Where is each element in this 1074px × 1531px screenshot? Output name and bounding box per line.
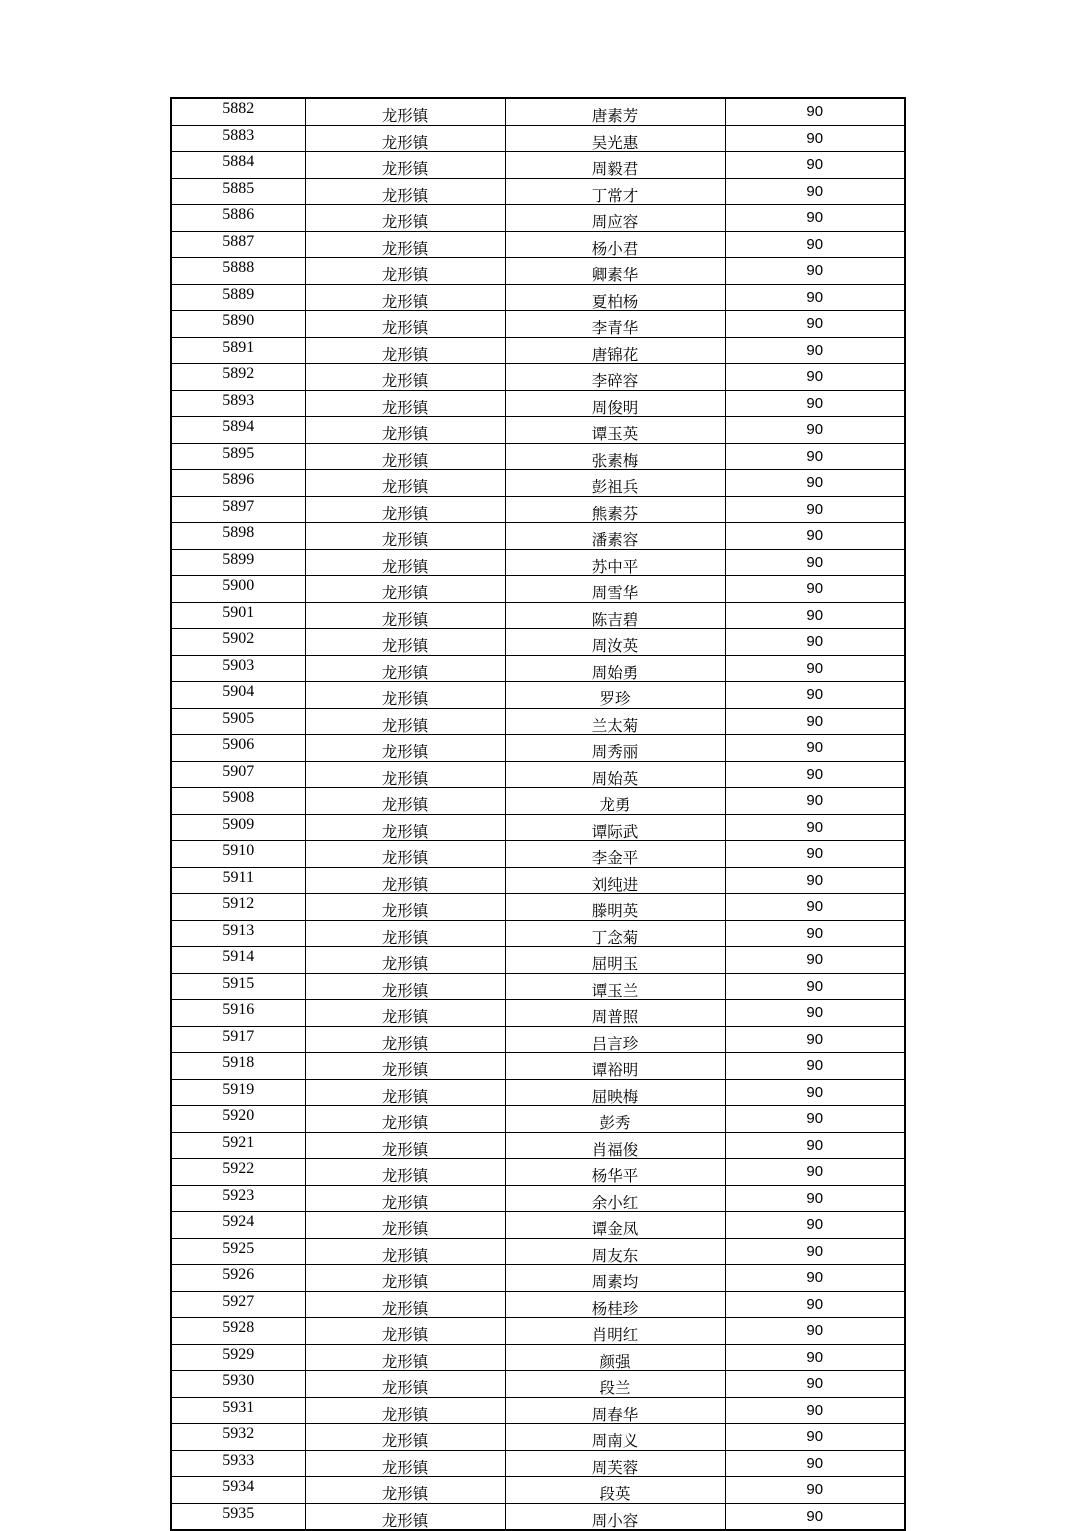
amount-cell: 90	[725, 1450, 905, 1477]
table-row	[171, 1132, 905, 1159]
amount-cell: 90	[725, 1265, 905, 1292]
row-id-cell: 5926	[171, 1265, 305, 1292]
town-cell: 龙形镇	[305, 496, 505, 523]
table-row	[171, 1079, 905, 1106]
amount-cell: 90	[725, 284, 905, 311]
amount-cell: 90	[725, 735, 905, 762]
table-row	[171, 682, 905, 709]
town-cell: 龙形镇	[305, 417, 505, 444]
row-id-cell: 5915	[171, 973, 305, 1000]
person-name-cell: 周毅君	[505, 152, 725, 179]
town-cell: 龙形镇	[305, 1238, 505, 1265]
person-name-cell: 余小红	[505, 1185, 725, 1212]
amount-cell: 90	[725, 867, 905, 894]
town-cell: 龙形镇	[305, 867, 505, 894]
table-row	[171, 602, 905, 629]
amount-cell: 90	[725, 1132, 905, 1159]
town-cell: 龙形镇	[305, 788, 505, 815]
row-id-cell: 5905	[171, 708, 305, 735]
table-row	[171, 98, 905, 125]
person-name-cell: 周小容	[505, 1503, 725, 1530]
table-row	[171, 311, 905, 338]
person-name-cell: 周应容	[505, 205, 725, 232]
town-cell: 龙形镇	[305, 231, 505, 258]
person-name-cell: 周始英	[505, 761, 725, 788]
amount-cell: 90	[725, 1026, 905, 1053]
person-name-cell: 屈明玉	[505, 947, 725, 974]
person-name-cell: 龙勇	[505, 788, 725, 815]
amount-cell: 90	[725, 470, 905, 497]
amount-cell: 90	[725, 1212, 905, 1239]
town-cell: 龙形镇	[305, 1079, 505, 1106]
table-row	[171, 655, 905, 682]
person-name-cell: 丁常才	[505, 178, 725, 205]
row-id-cell: 5935	[171, 1503, 305, 1530]
table-row	[171, 1477, 905, 1504]
amount-cell: 90	[725, 258, 905, 285]
person-name-cell: 唐素芳	[505, 98, 725, 125]
table-row	[171, 788, 905, 815]
town-cell: 龙形镇	[305, 390, 505, 417]
town-cell: 龙形镇	[305, 1424, 505, 1451]
table-row	[171, 1371, 905, 1398]
town-cell: 龙形镇	[305, 576, 505, 603]
amount-cell: 90	[725, 417, 905, 444]
town-cell: 龙形镇	[305, 947, 505, 974]
amount-cell: 90	[725, 788, 905, 815]
town-cell: 龙形镇	[305, 337, 505, 364]
amount-cell: 90	[725, 443, 905, 470]
amount-cell: 90	[725, 205, 905, 232]
town-cell: 龙形镇	[305, 1106, 505, 1133]
town-cell: 龙形镇	[305, 1503, 505, 1530]
table-row	[171, 1503, 905, 1530]
amount-cell: 90	[725, 576, 905, 603]
table-row	[171, 920, 905, 947]
amount-cell: 90	[725, 523, 905, 550]
row-id-cell: 5901	[171, 602, 305, 629]
amount-cell: 90	[725, 629, 905, 656]
town-cell: 龙形镇	[305, 708, 505, 735]
roster-table	[170, 97, 906, 1531]
amount-cell: 90	[725, 311, 905, 338]
row-id-cell: 5900	[171, 576, 305, 603]
town-cell: 龙形镇	[305, 629, 505, 656]
row-id-cell: 5899	[171, 549, 305, 576]
table-row	[171, 1185, 905, 1212]
row-id-cell: 5891	[171, 337, 305, 364]
row-id-cell: 5930	[171, 1371, 305, 1398]
town-cell: 龙形镇	[305, 470, 505, 497]
row-id-cell: 5906	[171, 735, 305, 762]
town-cell: 龙形镇	[305, 1291, 505, 1318]
row-id-cell: 5897	[171, 496, 305, 523]
table-row	[171, 1424, 905, 1451]
table-row	[171, 1000, 905, 1027]
amount-cell: 90	[725, 1053, 905, 1080]
row-id-cell: 5889	[171, 284, 305, 311]
amount-cell: 90	[725, 602, 905, 629]
amount-cell: 90	[725, 1079, 905, 1106]
row-id-cell: 5898	[171, 523, 305, 550]
table-row	[171, 814, 905, 841]
table-row	[171, 125, 905, 152]
person-name-cell: 周雪华	[505, 576, 725, 603]
person-name-cell: 谭裕明	[505, 1053, 725, 1080]
row-id-cell: 5921	[171, 1132, 305, 1159]
town-cell: 龙形镇	[305, 125, 505, 152]
amount-cell: 90	[725, 1477, 905, 1504]
amount-cell: 90	[725, 1159, 905, 1186]
town-cell: 龙形镇	[305, 1132, 505, 1159]
person-name-cell: 夏柏杨	[505, 284, 725, 311]
table-row	[171, 284, 905, 311]
table-row	[171, 973, 905, 1000]
amount-cell: 90	[725, 337, 905, 364]
table-row	[171, 576, 905, 603]
table-row	[171, 417, 905, 444]
town-cell: 龙形镇	[305, 1318, 505, 1345]
person-name-cell: 潘素容	[505, 523, 725, 550]
table-row	[171, 1397, 905, 1424]
table-row	[171, 1238, 905, 1265]
person-name-cell: 彭祖兵	[505, 470, 725, 497]
amount-cell: 90	[725, 1000, 905, 1027]
amount-cell: 90	[725, 1106, 905, 1133]
row-id-cell: 5922	[171, 1159, 305, 1186]
row-id-cell: 5927	[171, 1291, 305, 1318]
row-id-cell: 5920	[171, 1106, 305, 1133]
amount-cell: 90	[725, 1291, 905, 1318]
table-row	[171, 523, 905, 550]
town-cell: 龙形镇	[305, 894, 505, 921]
town-cell: 龙形镇	[305, 152, 505, 179]
person-name-cell: 张素梅	[505, 443, 725, 470]
person-name-cell: 屈映梅	[505, 1079, 725, 1106]
row-id-cell: 5911	[171, 867, 305, 894]
amount-cell: 90	[725, 841, 905, 868]
table-row	[171, 1159, 905, 1186]
town-cell: 龙形镇	[305, 1000, 505, 1027]
row-id-cell: 5893	[171, 390, 305, 417]
row-id-cell: 5886	[171, 205, 305, 232]
town-cell: 龙形镇	[305, 284, 505, 311]
person-name-cell: 刘纯进	[505, 867, 725, 894]
row-id-cell: 5934	[171, 1477, 305, 1504]
town-cell: 龙形镇	[305, 920, 505, 947]
person-name-cell: 唐锦花	[505, 337, 725, 364]
row-id-cell: 5907	[171, 761, 305, 788]
person-name-cell: 熊素芬	[505, 496, 725, 523]
row-id-cell: 5932	[171, 1424, 305, 1451]
amount-cell: 90	[725, 364, 905, 391]
row-id-cell: 5903	[171, 655, 305, 682]
row-id-cell: 5888	[171, 258, 305, 285]
amount-cell: 90	[725, 761, 905, 788]
amount-cell: 90	[725, 1318, 905, 1345]
table-row	[171, 735, 905, 762]
person-name-cell: 周素均	[505, 1265, 725, 1292]
row-id-cell: 5884	[171, 152, 305, 179]
amount-cell: 90	[725, 231, 905, 258]
row-id-cell: 5902	[171, 629, 305, 656]
town-cell: 龙形镇	[305, 1026, 505, 1053]
amount-cell: 90	[725, 947, 905, 974]
row-id-cell: 5909	[171, 814, 305, 841]
person-name-cell: 苏中平	[505, 549, 725, 576]
person-name-cell: 段兰	[505, 1371, 725, 1398]
table-row	[171, 1318, 905, 1345]
town-cell: 龙形镇	[305, 1185, 505, 1212]
row-id-cell: 5895	[171, 443, 305, 470]
table-row	[171, 1265, 905, 1292]
row-id-cell: 5882	[171, 98, 305, 125]
table-row	[171, 390, 905, 417]
row-id-cell: 5883	[171, 125, 305, 152]
table-row	[171, 947, 905, 974]
person-name-cell: 丁念菊	[505, 920, 725, 947]
person-name-cell: 杨桂珍	[505, 1291, 725, 1318]
row-id-cell: 5910	[171, 841, 305, 868]
person-name-cell: 杨华平	[505, 1159, 725, 1186]
table-row	[171, 178, 905, 205]
person-name-cell: 周友东	[505, 1238, 725, 1265]
town-cell: 龙形镇	[305, 1450, 505, 1477]
row-id-cell: 5923	[171, 1185, 305, 1212]
town-cell: 龙形镇	[305, 1344, 505, 1371]
amount-cell: 90	[725, 1344, 905, 1371]
table-row	[171, 549, 905, 576]
person-name-cell: 谭际武	[505, 814, 725, 841]
amount-cell: 90	[725, 496, 905, 523]
row-id-cell: 5928	[171, 1318, 305, 1345]
amount-cell: 90	[725, 894, 905, 921]
table-row	[171, 364, 905, 391]
town-cell: 龙形镇	[305, 1212, 505, 1239]
row-id-cell: 5914	[171, 947, 305, 974]
table-row	[171, 443, 905, 470]
person-name-cell: 谭玉兰	[505, 973, 725, 1000]
town-cell: 龙形镇	[305, 1477, 505, 1504]
town-cell: 龙形镇	[305, 1371, 505, 1398]
person-name-cell: 兰太菊	[505, 708, 725, 735]
town-cell: 龙形镇	[305, 1265, 505, 1292]
row-id-cell: 5885	[171, 178, 305, 205]
table-row	[171, 841, 905, 868]
row-id-cell: 5912	[171, 894, 305, 921]
table-row	[171, 1212, 905, 1239]
table-row	[171, 761, 905, 788]
town-cell: 龙形镇	[305, 311, 505, 338]
town-cell: 龙形镇	[305, 761, 505, 788]
table-row	[171, 152, 905, 179]
person-name-cell: 周秀丽	[505, 735, 725, 762]
person-name-cell: 周春华	[505, 1397, 725, 1424]
table-row	[171, 496, 905, 523]
table-row	[171, 1291, 905, 1318]
person-name-cell: 李青华	[505, 311, 725, 338]
row-id-cell: 5896	[171, 470, 305, 497]
town-cell: 龙形镇	[305, 814, 505, 841]
table-row	[171, 231, 905, 258]
amount-cell: 90	[725, 152, 905, 179]
row-id-cell: 5890	[171, 311, 305, 338]
amount-cell: 90	[725, 1238, 905, 1265]
town-cell: 龙形镇	[305, 258, 505, 285]
town-cell: 龙形镇	[305, 1159, 505, 1186]
row-id-cell: 5916	[171, 1000, 305, 1027]
town-cell: 龙形镇	[305, 602, 505, 629]
amount-cell: 90	[725, 125, 905, 152]
town-cell: 龙形镇	[305, 973, 505, 1000]
town-cell: 龙形镇	[305, 205, 505, 232]
amount-cell: 90	[725, 178, 905, 205]
town-cell: 龙形镇	[305, 443, 505, 470]
amount-cell: 90	[725, 1185, 905, 1212]
table-row	[171, 205, 905, 232]
row-id-cell: 5894	[171, 417, 305, 444]
person-name-cell: 吴光惠	[505, 125, 725, 152]
amount-cell: 90	[725, 98, 905, 125]
amount-cell: 90	[725, 920, 905, 947]
amount-cell: 90	[725, 1371, 905, 1398]
town-cell: 龙形镇	[305, 1397, 505, 1424]
amount-cell: 90	[725, 973, 905, 1000]
table-row	[171, 867, 905, 894]
row-id-cell: 5908	[171, 788, 305, 815]
table-row	[171, 258, 905, 285]
person-name-cell: 吕言珍	[505, 1026, 725, 1053]
person-name-cell: 周南义	[505, 1424, 725, 1451]
amount-cell: 90	[725, 708, 905, 735]
row-id-cell: 5917	[171, 1026, 305, 1053]
row-id-cell: 5913	[171, 920, 305, 947]
amount-cell: 90	[725, 682, 905, 709]
town-cell: 龙形镇	[305, 178, 505, 205]
amount-cell: 90	[725, 655, 905, 682]
row-id-cell: 5933	[171, 1450, 305, 1477]
table-row	[171, 1053, 905, 1080]
person-name-cell: 周普照	[505, 1000, 725, 1027]
person-name-cell: 陈吉碧	[505, 602, 725, 629]
row-id-cell: 5919	[171, 1079, 305, 1106]
table-row	[171, 708, 905, 735]
town-cell: 龙形镇	[305, 523, 505, 550]
table-row	[171, 337, 905, 364]
person-name-cell: 周俊明	[505, 390, 725, 417]
town-cell: 龙形镇	[305, 841, 505, 868]
town-cell: 龙形镇	[305, 364, 505, 391]
table-row	[171, 1026, 905, 1053]
person-name-cell: 杨小君	[505, 231, 725, 258]
table-row	[171, 1450, 905, 1477]
person-name-cell: 李碎容	[505, 364, 725, 391]
person-name-cell: 卿素华	[505, 258, 725, 285]
amount-cell: 90	[725, 390, 905, 417]
person-name-cell: 肖明红	[505, 1318, 725, 1345]
person-name-cell: 周芙蓉	[505, 1450, 725, 1477]
town-cell: 龙形镇	[305, 682, 505, 709]
person-name-cell: 李金平	[505, 841, 725, 868]
person-name-cell: 谭玉英	[505, 417, 725, 444]
town-cell: 龙形镇	[305, 735, 505, 762]
table-row	[171, 470, 905, 497]
amount-cell: 90	[725, 549, 905, 576]
person-name-cell: 彭秀	[505, 1106, 725, 1133]
amount-cell: 90	[725, 1424, 905, 1451]
table-row	[171, 1106, 905, 1133]
row-id-cell: 5892	[171, 364, 305, 391]
table-row	[171, 1344, 905, 1371]
row-id-cell: 5918	[171, 1053, 305, 1080]
person-name-cell: 滕明英	[505, 894, 725, 921]
row-id-cell: 5887	[171, 231, 305, 258]
person-name-cell: 谭金凤	[505, 1212, 725, 1239]
amount-cell: 90	[725, 1397, 905, 1424]
town-cell: 龙形镇	[305, 98, 505, 125]
person-name-cell: 周始勇	[505, 655, 725, 682]
town-cell: 龙形镇	[305, 655, 505, 682]
person-name-cell: 段英	[505, 1477, 725, 1504]
roster-body	[171, 98, 905, 1530]
person-name-cell: 罗珍	[505, 682, 725, 709]
person-name-cell: 颜强	[505, 1344, 725, 1371]
row-id-cell: 5924	[171, 1212, 305, 1239]
person-name-cell: 肖福俊	[505, 1132, 725, 1159]
amount-cell: 90	[725, 1503, 905, 1530]
town-cell: 龙形镇	[305, 1053, 505, 1080]
row-id-cell: 5929	[171, 1344, 305, 1371]
table-row	[171, 894, 905, 921]
table-row	[171, 629, 905, 656]
town-cell: 龙形镇	[305, 549, 505, 576]
row-id-cell: 5925	[171, 1238, 305, 1265]
row-id-cell: 5904	[171, 682, 305, 709]
amount-cell: 90	[725, 814, 905, 841]
person-name-cell: 周汝英	[505, 629, 725, 656]
row-id-cell: 5931	[171, 1397, 305, 1424]
